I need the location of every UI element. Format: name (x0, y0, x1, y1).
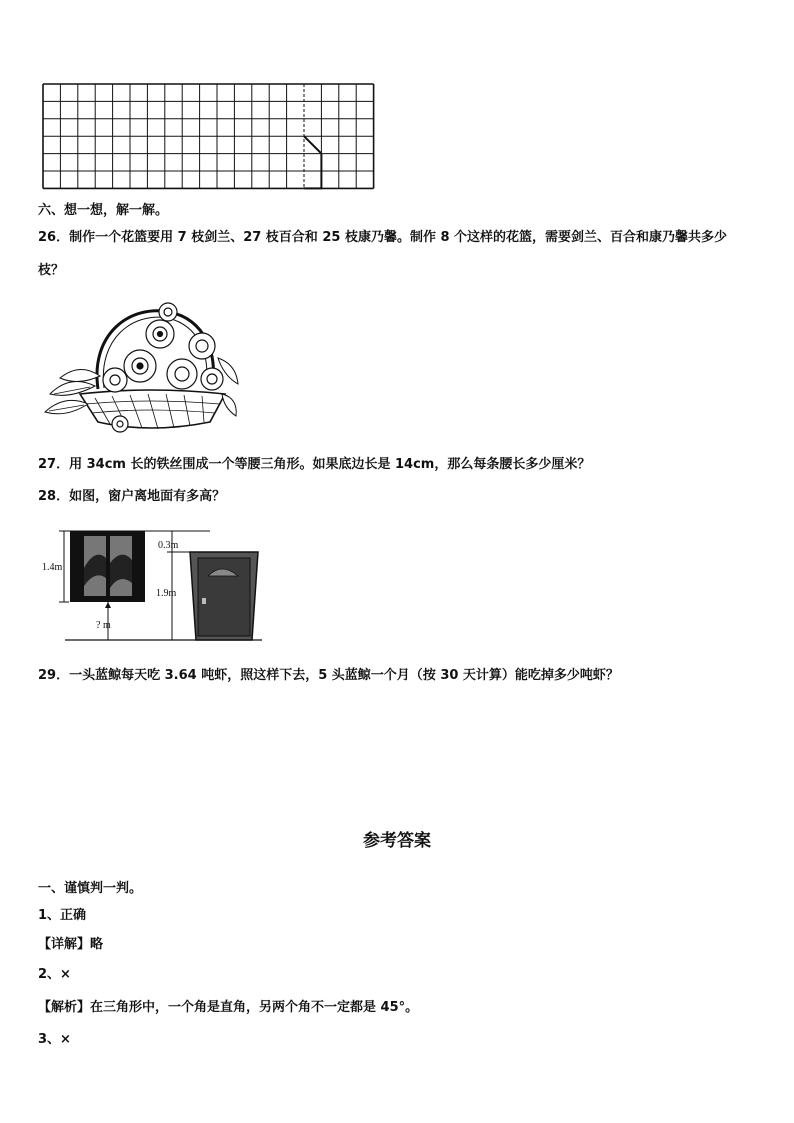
answer-3: 3、× (38, 1032, 71, 1047)
grid-figure (40, 82, 380, 192)
window-height-label: 1.4m (42, 562, 63, 573)
answer-1-detail: 【详解】略 (38, 937, 104, 952)
section-heading-6: 六、想一想，解一解。 (38, 203, 169, 218)
question-28: 28．如图，窗户离地面有多高？ (38, 489, 226, 504)
answer-1: 1、正确 (38, 908, 87, 923)
cabinet-height-label: 1.9m (156, 588, 177, 599)
answers-title: 参考答案 (363, 831, 431, 851)
answers-section-1: 一、谨慎判一判。 (38, 881, 143, 896)
grid-half-shape (304, 136, 321, 188)
question-27: 27．用 34cm 长的铁丝围成一个等腰三角形。如果底边长是 14cm，那么每条腰长多少厘米？ (38, 457, 591, 472)
answer-2: 2、× (38, 967, 71, 982)
flower-basket-image (40, 294, 240, 439)
window-height-figure (40, 528, 265, 643)
top-gap-label: 0.3m (158, 540, 179, 551)
question-29: 29．一头蓝鲸每天吃 3.64 吨虾，照这样下去，5 头蓝鲸一个月（按 30 天计算）能吃掉多少吨虾？ (38, 668, 619, 683)
unknown-height-label: ? m (96, 620, 111, 631)
answer-2-detail: 【解析】在三角形中，一个角是直角，另两个角不一定都是 45°。 (38, 1000, 419, 1015)
question-26-line1: 26．制作一个花篮要用 7 枝剑兰、27 枝百合和 25 枝康乃馨。制作 8 个这样的花篮，需要剑兰、百合和康乃馨共多少 (38, 230, 728, 245)
question-26-line2: 枝？ (38, 263, 65, 278)
